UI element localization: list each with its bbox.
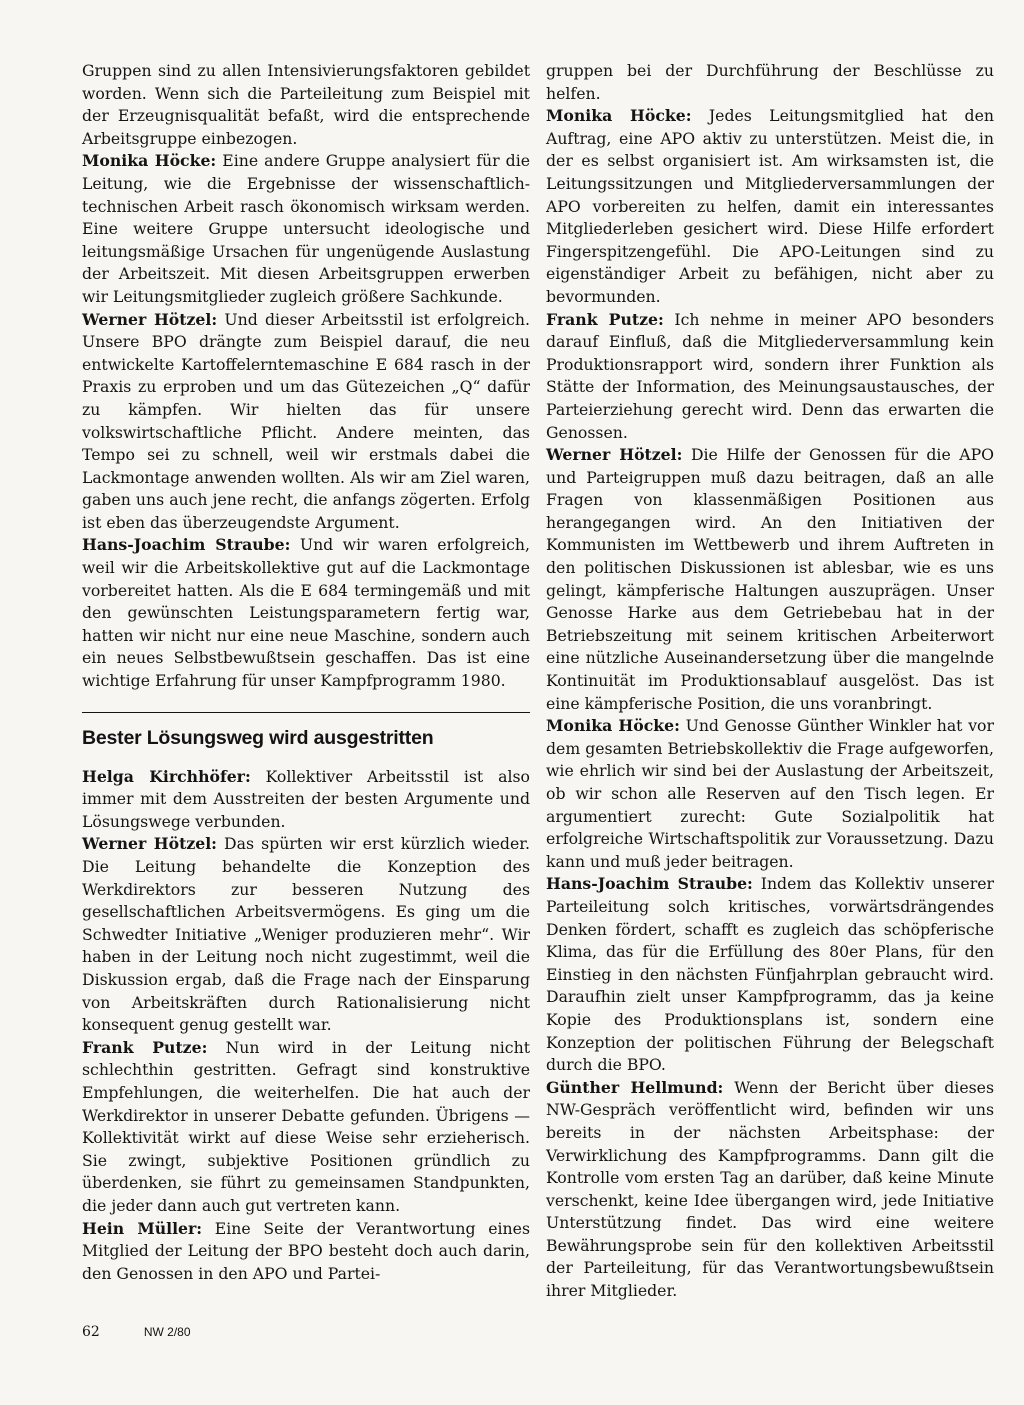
paragraph-text: Das spürten wir erst kürzlich wieder. Die Leitung behandelte die Konzeption des Werkdirektors zur besseren Nutzung des gesellschaftlichen Arbeitsvermögens. Es ging um die Schwedter Initiative „Weniger produzieren mehr“. Wir haben in der Leitung noch nicht zugestimmt, weil die Diskussion ergab, daß die Frage nach der Einsparung von Arbeitskräften durch Rationalisierung nicht konsequent genug gestellt war. [82, 834, 530, 1035]
section-divider [82, 712, 530, 713]
paragraph [546, 873, 994, 1076]
paragraph-text: Indem das Kollektiv unserer Parteileitung solch kritisches, vorwärtsdrängendes Denken fördert, schafft es zugleich das schöpferische Klima, das für die Erfüllung des 80er Plans, für den Einstieg in den nächsten Fünfjahrplan gebraucht wird. Daraufhin zielt unser Kampfprogramm, das ja keine Kopie des Produktionsplans ist, sondern eine Konzeption der politischen Führung der Belegschaft durch die BPO. [546, 874, 994, 1075]
paragraph-text: Jedes Leitungsmitglied hat den Auftrag, eine APO aktiv zu unterstützen. Meist die, in der es selbst organisiert ist. Am wirksamsten ist, die Leitungssitzungen und Mitgliederversammlungen der APO vorbereiten zu helfen, damit ein interessantes Mitgliederleben gesichert wird. Diese Hilfe erfordert Fingerspitzengefühl. Die APO-Leitungen sind zu eigenständiger Arbeit zu befähigen, nicht aber zu bevormunden. [546, 106, 994, 306]
issue-label: NW 2/80 [143, 1325, 191, 1339]
left-column [82, 60, 530, 1285]
speaker-name: Werner Hötzel: [82, 309, 218, 329]
speaker-name: Werner Hötzel: [82, 834, 217, 854]
paragraph [82, 1218, 530, 1286]
paragraph-text: Eine andere Gruppe analysiert für die Leitung, wie die Ergebnisse der wissenschaftlich-technischen Arbeit rasch ökonomisch wirksam werden. Eine weitere Gruppe untersucht ideologische und leitungsmäßige Ursachen für ungenügende Auslastung der Arbeitszeit. Mit diesen Arbeitsgruppen erwerben wir Leitungsmitglieder zugleich größere Sachkunde. [82, 151, 530, 306]
paragraph-text: Nun wird in der Leitung nicht schlechthin gestritten. Gefragt sind konstruktive Empfehlungen, die weiterhelfen. Die hat auch der Werkdirektor in unserer Debatte gefunden. Übrigens — Kollektivität wirkt auf diese Weise sehr erzieherisch. Sie zwingt, subjektive Positionen gründlich zu überdenken, sie führt zu gemeinsamen Standpunkten, die jeder dann auch gut vertreten kann. [82, 1037, 531, 1215]
page-footer [82, 1324, 191, 1340]
section-heading [82, 712, 530, 751]
paragraph-text: Wenn der Bericht über dieses NW-Gespräch veröffentlicht wird, befinden wir uns bereits in der nächsten Arbeitsphase: der Verwirklichung des Kampfprogramms. Dann gilt die Kontrolle vom ersten Tag an darüber, daß keine Minute verschenkt, keine Idee übergangen wird, jede Initiative Unterstützung findet. Das wird eine weitere Bewährungsprobe sein für den kollektiven Arbeitsstil der Parteileitung, für das Verantwortungsbewußtsein ihrer Mitglieder. [546, 1077, 994, 1301]
speaker-name: Monika Höcke: [82, 151, 217, 171]
speaker-name: Frank Putze: [82, 1037, 208, 1057]
paragraph-text: Ich nehme in meiner APO besonders darauf Einfluß, daß die Mitgliederversammlung kein Produktionsrapport wird, sondern ihrer Funktion als Stätte der Information, des Meinungsaustausches, der Parteierziehung gerecht wird. Denn das erwarten die Genossen. [546, 309, 994, 442]
paragraph [82, 309, 530, 535]
paragraph-text: Kollektiver Arbeitsstil ist also immer mit dem Ausstreiten der besten Argumente und Lösungswege verbunden. [82, 766, 530, 831]
paragraph-text: Die Hilfe der Genossen für die APO und Parteigruppen muß dazu beitragen, daß an alle Fragen von klassenmäßigen Positionen aus herangegangen wird. An den Initiativen der Kommunisten im Wettbewerb und ihrem Auftreten in den politischen Diskussionen ist ablesbar, wie es uns gelingt, kämpferische Haltungen auszuprägen. Unser Genosse Harke aus dem Getriebebau hat in der Betriebszeitung mit seinem kritischen Arbeiterwort eine nützliche Auseinandersetzung über die mangelnde Kontinuität im Produktionsablauf ausgelöst. Das ist eine kämpferische Position, die uns voranbringt. [546, 445, 995, 713]
speaker-name: Monika Höcke: [546, 106, 692, 126]
paragraph [546, 1077, 994, 1303]
paragraph-text: Und Genosse Günther Winkler hat vor dem gesamten Betriebskollektiv die Frage aufgeworfen, wie ehrlich wir sind bei der Auslastung der Arbeitszeit, ob wir schon alle Reserven auf den Tisch legen. Er argumentiert zurecht: Gute Sozialpolitik hat erfolgreiche Wirtschaftspolitik zur Voraussetzung. Dazu kann und muß jeder beitragen. [546, 716, 994, 871]
paragraph [546, 444, 994, 715]
paragraph [546, 715, 994, 873]
speaker-name: Hans-Joachim Straube: [82, 535, 291, 555]
speaker-name: Hein Müller: [82, 1218, 203, 1238]
speaker-name: Monika Höcke: [546, 716, 680, 736]
paragraph: gruppen bei der Durchführung der Beschlüsse zu helfen. [546, 61, 994, 103]
section-title: Bester Lösungsweg wird ausgestritten [82, 726, 434, 749]
speaker-name: Hans-Joachim Straube: [546, 874, 753, 894]
paragraph [546, 309, 994, 445]
page-number: 62 [82, 1324, 100, 1340]
speaker-name: Günther Hellmund: [546, 1077, 724, 1097]
paragraph [82, 150, 530, 308]
paragraph-text: Eine Seite der Verantwortung eines Mitglied der Leitung der BPO besteht doch auch darin, den Genossen in den APO und Partei- [82, 1218, 530, 1283]
paragraph-text: Und wir waren erfolgreich, weil wir die Arbeitskollektive gut auf die Lackmontage vorbereitet hatten. Als die E 684 termingemäß und mit den gewünschten Leistungsparametern fertig war, hatten wir nicht nur eine neue Maschine, sondern auch ein neues Selbstbewußtsein geschaffen. Das ist eine wichtige Erfahrung für unser Kampfprogramm 1980. [82, 535, 530, 691]
paragraph [82, 1037, 530, 1218]
paragraph: Gruppen sind zu allen Intensivierungsfaktoren gebildet worden. Wenn sich die Parteileitung zum Beispiel mit der Erzeugnisqualität befaßt, wird die entsprechende Arbeitsgruppe einbezogen. [82, 61, 530, 148]
paragraph-text: Und dieser Arbeitsstil ist erfolgreich. Unsere BPO drängte zum Beispiel darauf, die neu entwickelte Kartoffelerntemaschine E 684 rasch in der Praxis zu erproben und um das Gütezeichen „Q“ dafür zu kämpfen. Wir hielten das für unsere volkswirtschaftliche Pflicht. Andere meinten, das Tempo sei zu schnell, weil wir erstmals dabei die Lackmontage anwenden wollten. Als wir am Ziel waren, gaben uns auch jene recht, die anfangs zögerten. Erfolg ist eben das überzeugendste Argument. [82, 309, 530, 532]
paragraph [546, 105, 994, 308]
paragraph [82, 833, 530, 1036]
paragraph [82, 534, 530, 692]
speaker-name: Werner Hötzel: [546, 445, 683, 465]
speaker-name: Helga Kirchhöfer: [82, 766, 251, 786]
speaker-name: Frank Putze: [546, 309, 664, 329]
paragraph [82, 766, 530, 834]
right-column [546, 60, 994, 1303]
